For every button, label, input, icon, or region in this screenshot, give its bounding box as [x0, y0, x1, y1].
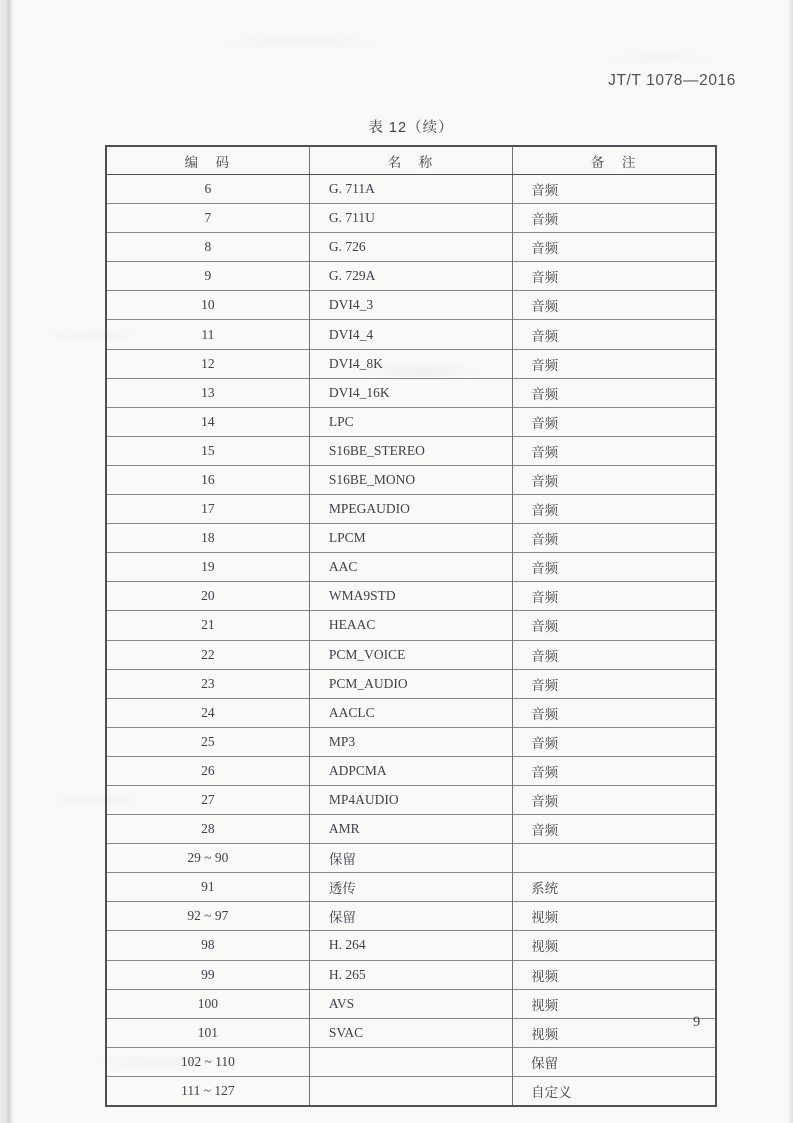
table-row	[106, 785, 716, 814]
table-row	[106, 931, 716, 960]
remark-cell: 视频	[513, 960, 716, 989]
code-cell: 8	[106, 233, 309, 262]
code-cell: 6	[204, 181, 212, 197]
table-row	[106, 756, 716, 785]
remark-cell: 音频	[513, 407, 716, 436]
name-cell: H. 264	[309, 931, 512, 960]
column-header: 备 注	[513, 146, 716, 175]
name-cell: HEAAC	[309, 611, 512, 640]
name-cell: H. 265	[309, 960, 512, 989]
code-cell: 102 ~ 110	[106, 1047, 309, 1076]
table-row	[106, 407, 716, 436]
table-row	[106, 175, 716, 204]
name-cell: DVI4_3	[309, 291, 512, 320]
code-cell: 23	[106, 669, 309, 698]
code-cell: 24	[106, 698, 309, 727]
table-row	[106, 902, 716, 931]
code-cell: 12	[106, 349, 309, 378]
code-cell: 92 ~ 97	[106, 902, 309, 931]
code-cell: 11	[106, 320, 309, 349]
remark-cell: 视频	[513, 1018, 716, 1047]
remark-cell: 视频	[513, 902, 716, 931]
table-row	[106, 465, 716, 494]
name-cell: G. 711U	[309, 204, 512, 233]
remark-cell: 音频	[513, 669, 716, 698]
table-body	[106, 175, 716, 1107]
remark-cell: 音频	[513, 727, 716, 756]
code-cell: 10	[106, 291, 309, 320]
column-header: 编 码	[106, 146, 309, 175]
table-row	[106, 582, 716, 611]
code-cell: 29 ~ 90	[106, 844, 309, 873]
name-cell: S16BE_STEREO	[309, 436, 512, 465]
remark-cell: 音频	[513, 640, 716, 669]
table-row	[106, 262, 716, 291]
remark-cell: 自定义	[513, 1076, 716, 1106]
column-header: 名 称	[309, 146, 512, 175]
name-cell: G. 711A	[309, 175, 512, 204]
table-row	[106, 553, 716, 582]
code-cell: 98	[106, 931, 309, 960]
remark-cell: 音频	[513, 349, 716, 378]
remark-cell: 音频	[513, 756, 716, 785]
table-row	[106, 1047, 716, 1076]
remark-cell: 音频	[513, 436, 716, 465]
code-cell: 20	[106, 582, 309, 611]
code-cell: 14	[106, 407, 309, 436]
code-cell: 111 ~ 127	[106, 1076, 309, 1106]
table-row	[106, 524, 716, 553]
page-number: 9	[693, 1014, 701, 1030]
name-cell: MP4AUDIO	[309, 785, 512, 814]
table-row	[106, 495, 716, 524]
name-cell	[309, 1047, 512, 1076]
table-row	[106, 204, 716, 233]
remark-cell: 保留	[513, 1047, 716, 1076]
scan-edge-shadow-right	[788, 0, 793, 1123]
remark-cell: 音频	[513, 815, 716, 844]
remark-cell	[513, 844, 716, 873]
table-row	[106, 960, 716, 989]
codec-table	[105, 145, 717, 1107]
name-cell: PCM_VOICE	[309, 640, 512, 669]
table-row	[106, 611, 716, 640]
remark-cell: 音频	[513, 233, 716, 262]
name-cell: S16BE_MONO	[309, 465, 512, 494]
table-row	[106, 640, 716, 669]
remark-cell: 音频	[513, 262, 716, 291]
remark-cell: 音频	[513, 524, 716, 553]
remark-cell: 音频	[513, 582, 716, 611]
code-cell: 16	[106, 465, 309, 494]
name-cell: WMA9STD	[309, 582, 512, 611]
code-cell: 15	[106, 436, 309, 465]
code-cell: 9	[106, 262, 309, 291]
name-cell: G. 726	[309, 233, 512, 262]
code-cell: 91	[106, 873, 309, 902]
name-cell: AVS	[309, 989, 512, 1018]
table-row	[106, 1018, 716, 1047]
name-cell: 透传	[309, 873, 512, 902]
table-row	[106, 698, 716, 727]
table-header-row	[106, 146, 716, 175]
name-cell: SVAC	[309, 1018, 512, 1047]
name-cell: AMR	[309, 815, 512, 844]
table-caption: 表 12（续）	[368, 120, 454, 136]
code-cell: 19	[106, 553, 309, 582]
code-cell: 26	[106, 756, 309, 785]
name-cell: PCM_AUDIO	[309, 669, 512, 698]
remark-cell: 音频	[513, 611, 716, 640]
name-cell: G. 729A	[309, 262, 512, 291]
table-row	[106, 436, 716, 465]
code-cell: 99	[106, 960, 309, 989]
code-cell: 27	[106, 785, 309, 814]
table-row	[106, 873, 716, 902]
standard-reference: JT/T 1078—2016	[608, 72, 736, 89]
table-row	[106, 233, 716, 262]
table-row	[106, 349, 716, 378]
name-cell: MP3	[309, 727, 512, 756]
table-row	[106, 727, 716, 756]
remark-cell: 音频	[513, 495, 716, 524]
remark-cell: 视频	[513, 931, 716, 960]
remark-cell: 音频	[513, 698, 716, 727]
code-cell: 17	[106, 495, 309, 524]
table-row	[106, 378, 716, 407]
code-cell: 18	[106, 524, 309, 553]
remark-cell: 音频	[513, 291, 716, 320]
code-cell: 100	[106, 989, 309, 1018]
code-cell: 13	[106, 378, 309, 407]
remark-cell: 音频	[513, 465, 716, 494]
scan-edge-shadow-left	[0, 0, 14, 1123]
code-cell: 25	[106, 727, 309, 756]
code-cell: 21	[106, 611, 309, 640]
name-cell: AAC	[309, 553, 512, 582]
table-row	[106, 844, 716, 873]
name-cell: LPCM	[309, 524, 512, 553]
name-cell: LPC	[309, 407, 512, 436]
code-cell: 28	[106, 815, 309, 844]
name-cell: AACLC	[309, 698, 512, 727]
remark-cell: 系统	[513, 873, 716, 902]
code-cell: 22	[106, 640, 309, 669]
name-cell: DVI4_16K	[309, 378, 512, 407]
remark-cell: 音频	[513, 378, 716, 407]
remark-cell: 音频	[513, 553, 716, 582]
table-row	[106, 291, 716, 320]
table-row	[106, 989, 716, 1018]
name-cell: DVI4_4	[309, 320, 512, 349]
table-row	[106, 320, 716, 349]
remark-cell: 音频	[513, 175, 716, 204]
name-cell: ADPCMA	[309, 756, 512, 785]
name-cell	[309, 1076, 512, 1106]
table-row	[106, 815, 716, 844]
remark-cell: 视频	[513, 989, 716, 1018]
remark-cell: 音频	[513, 785, 716, 814]
code-cell: 7	[106, 204, 309, 233]
code-cell: 101	[106, 1018, 309, 1047]
table-row	[106, 1076, 716, 1106]
remark-cell: 音频	[513, 320, 716, 349]
name-cell: MPEGAUDIO	[309, 495, 512, 524]
name-cell: DVI4_8K	[309, 349, 512, 378]
name-cell: 保留	[309, 902, 512, 931]
name-cell: 保留	[309, 844, 512, 873]
remark-cell: 音频	[513, 204, 716, 233]
table-row	[106, 669, 716, 698]
